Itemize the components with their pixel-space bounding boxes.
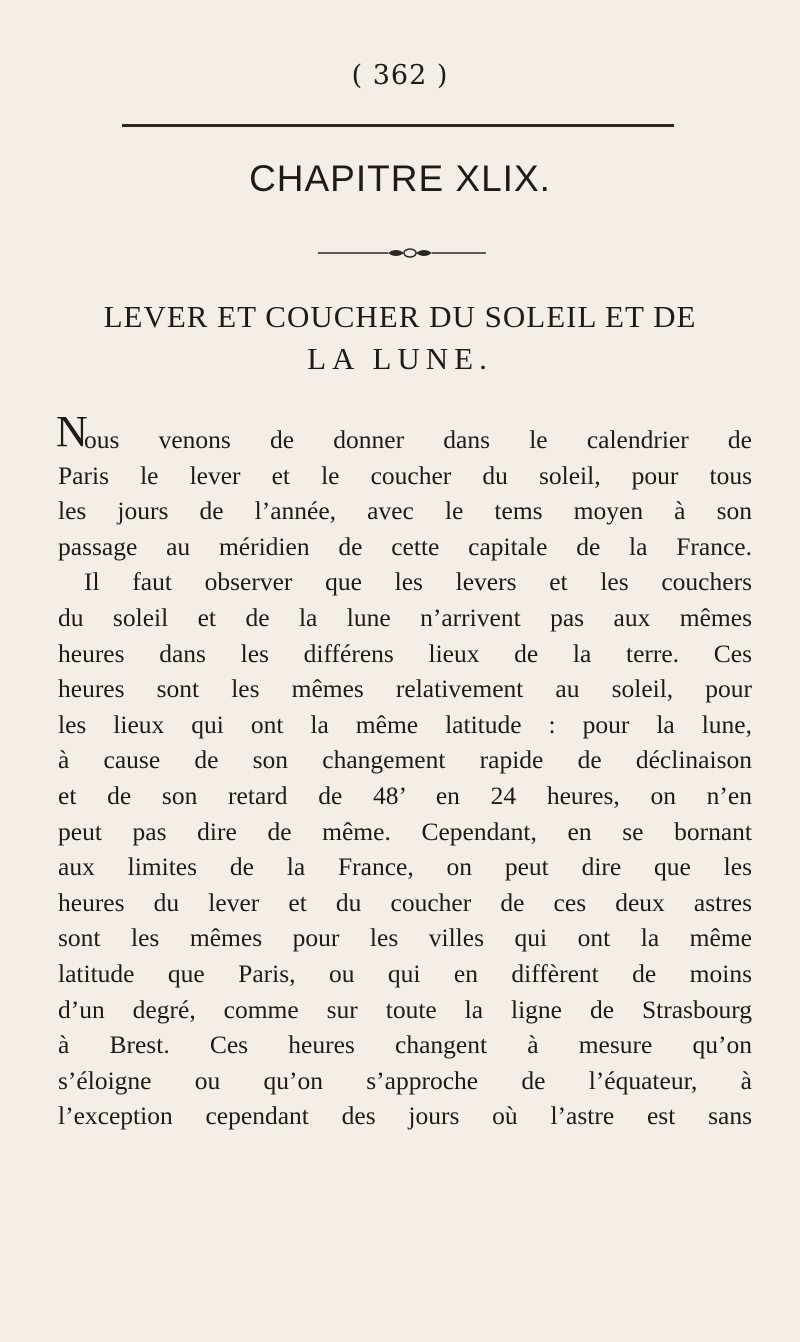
drop-cap: N [56, 407, 88, 456]
text-line: heures du lever et du coucher de ces deux astres [58, 887, 752, 917]
text-line: à Brest. Ces heures changent à mesure qu’on [58, 1030, 752, 1060]
page-number: ( 362 ) [351, 60, 449, 91]
ornament-divider [318, 246, 486, 260]
body-text [56, 407, 752, 1134]
text-line: les jours de l’année, avec le tems moyen à son [58, 496, 752, 526]
text-line: Il faut observer que les levers et les couchers [84, 567, 752, 597]
section-title-line-1: LEVER ET COUCHER DU SOLEIL ET DE [103, 299, 697, 334]
text-line: heures sont les mêmes relativement au soleil, pour [58, 674, 752, 704]
text-line: d’un degré, comme sur toute la ligne de Strasbourg [58, 994, 752, 1024]
text-line: à cause de son changement rapide de déclinaison [58, 745, 752, 775]
text-line: du soleil et de la lune n’arrivent pas aux mêmes [58, 602, 752, 632]
text-line: heures dans les différens lieux de la terre. Ces [58, 638, 752, 668]
text-line: aux limites de la France, on peut dire que les [58, 852, 752, 882]
text-line: les lieux qui ont la même latitude : pour la lune, [58, 709, 752, 739]
text-line: Paris le lever et le coucher du soleil, pour tous [58, 460, 752, 490]
section-title [70, 296, 730, 380]
text-line: latitude que Paris, ou qui en diffèrent de moins [58, 958, 752, 988]
section-title-line-2: LA LUNE. [307, 341, 493, 376]
text-line: s’éloigne ou qu’on s’approche de l’équateur, à [58, 1065, 752, 1095]
text-line: passage au méridien de cette capitale de la France. [58, 531, 752, 561]
text-line: peut pas dire de même. Cependant, en se bornant [58, 816, 752, 846]
chapter-title: CHAPITRE XLIX. [249, 158, 551, 199]
header-rule [122, 124, 674, 127]
text-line: l’exception cependant des jours où l’astre est sans [58, 1101, 752, 1131]
text-line: sont les mêmes pour les villes qui ont la même [58, 923, 752, 953]
text-line: et de son retard de 48’ en 24 heures, on n’en [58, 780, 752, 810]
text-line [56, 407, 752, 458]
text-line-content: ous venons de donner dans le calendrier de [84, 425, 752, 454]
